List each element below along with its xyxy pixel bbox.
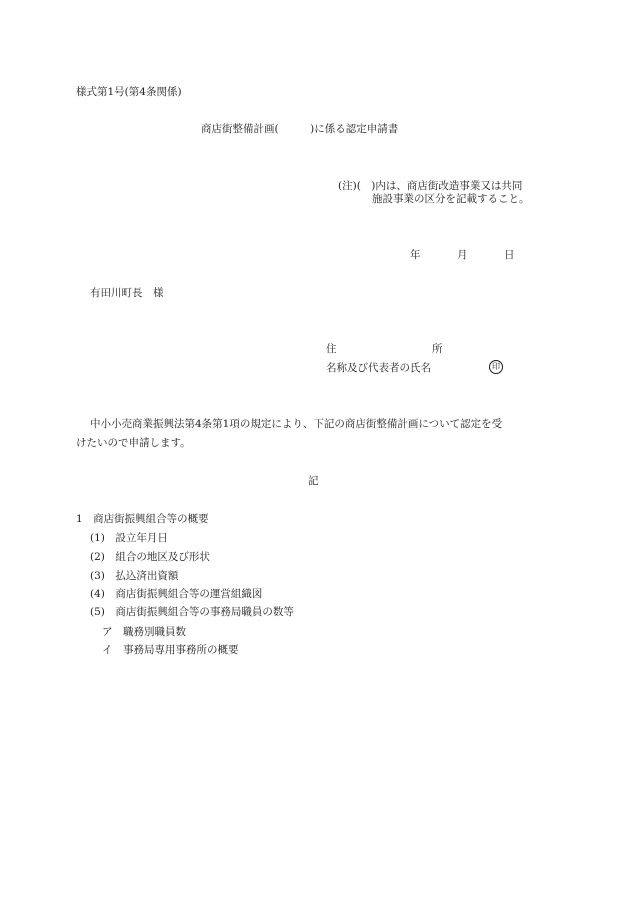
outline-subitem-i: イ 事務局専用事務所の概要 bbox=[102, 644, 239, 656]
date-year-label: 年 bbox=[410, 249, 421, 261]
representative-name-label: 名称及び代表者の氏名 bbox=[326, 362, 431, 374]
outline-heading: 1 商店街振興組合等の概要 bbox=[76, 513, 209, 525]
outline-item-4: (4) 商店街振興組合等の運営組織図 bbox=[90, 588, 263, 600]
seal-mark bbox=[489, 360, 503, 374]
address-label-start: 住 bbox=[326, 343, 337, 355]
outline-subitem-a: ア 職務別職員数 bbox=[102, 626, 186, 638]
outline-item-1: (1) 設立年月日 bbox=[90, 532, 168, 544]
note-line-2: 施設事業の区分を記載すること。 bbox=[372, 193, 530, 205]
body-text-line-2: けたいので申請します。 bbox=[76, 437, 191, 449]
date-month-label: 月 bbox=[457, 249, 468, 261]
note-line-1: (注)( )内は、商店街改造事業又は共同 bbox=[338, 180, 523, 192]
body-text-line-1: 中小小売商業振興法第4条第1項の規定により、下記の商店街整備計画について認定を受 bbox=[90, 418, 503, 430]
address-label-end: 所 bbox=[432, 343, 443, 355]
document-title: 商店街整備計画( )に係る認定申請書 bbox=[201, 123, 399, 135]
date-day-label: 日 bbox=[504, 249, 515, 261]
outline-item-3: (3) 払込済出資額 bbox=[90, 570, 179, 582]
outline-item-5: (5) 商店街振興組合等の事務局職員の数等 bbox=[90, 606, 294, 618]
ki-heading: 記 bbox=[308, 475, 319, 487]
seal-icon: 印 bbox=[489, 360, 503, 374]
form-number: 様式第1号(第4条関係) bbox=[76, 86, 182, 98]
addressee: 有田川町長 様 bbox=[90, 287, 164, 299]
outline-item-2: (2) 組合の地区及び形状 bbox=[90, 551, 210, 563]
